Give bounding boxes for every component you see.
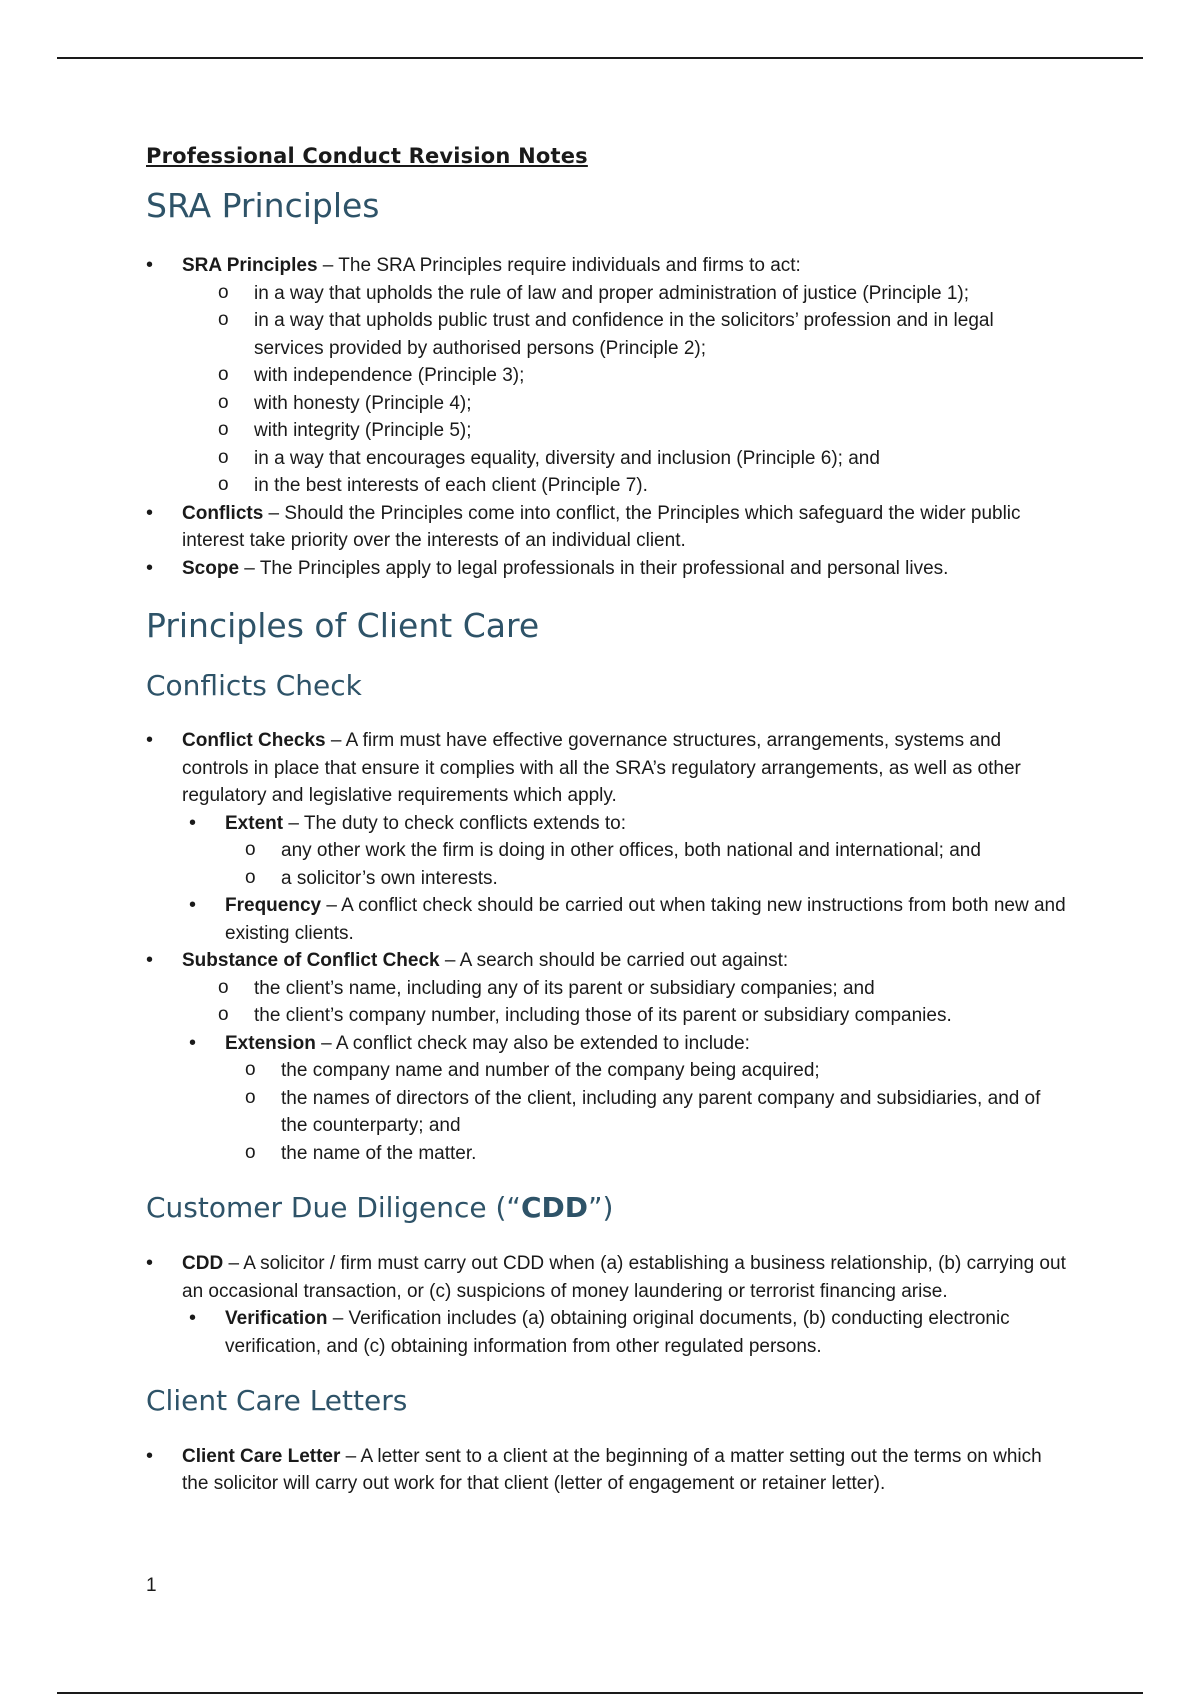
list-item [146,500,1066,555]
list-item [146,252,1066,500]
list-item: o the company name and number of the company being acquired; [245,1057,1066,1085]
list-item [146,1443,1066,1498]
footer-rule [57,1692,1143,1694]
list-item: o the names of directors of the client, including any parent company and subsidiaries, and of the counterparty; and [245,1085,1066,1140]
list-item: o the client’s name, including any of its parent or subsidiary companies; and [218,975,1066,1003]
term-client-care-letter: Client Care Letter [182,1445,341,1467]
heading-client-care: Principles of Client Care [146,606,540,646]
list-item: o in a way that encourages equality, diversity and inclusion (Principle 6); and [218,445,1066,473]
document-body [146,140,1066,1498]
extension-items-sublist [245,1057,1066,1167]
heading-cdd-post: ”) [587,1191,614,1225]
list-item: o a solicitor’s own interests. [245,865,1066,893]
term-conflict-checks: Conflict Checks [182,730,326,752]
list-item [189,1030,1066,1168]
heading-cdd [146,1193,1066,1224]
item-text: – The duty to check conflicts extends to: [283,812,626,834]
list-item [189,1305,1066,1360]
header-rule [57,57,1143,59]
list-item: o with independence (Principle 3); [218,362,1066,390]
cdd-list [146,1250,1066,1360]
term-extension: Extension [225,1032,316,1054]
list-item [146,555,1066,583]
list-item: o in the best interests of each client (Principle 7). [218,472,1066,500]
heading-client-care-letters: Client Care Letters [146,1384,408,1418]
cdd-sublist [189,1305,1066,1360]
list-item [189,892,1066,947]
heading-sra-principles: SRA Principles [146,186,380,225]
list-item: o any other work the firm is doing in other offices, both national and international; and [245,837,1066,865]
term-conflicts: Conflicts [182,502,264,524]
item-text: – A letter sent to a client at the beginning of a matter setting out the terms on which the solicitor will carry out work for that client (letter of engagement or retainer letter). [182,1445,1042,1495]
item-text: – A conflict check may also be extended to include: [315,1032,750,1054]
item-text: – A solicitor / firm must carry out CDD when (a) establishing a business relationship, (b) carrying out an occasional transaction, or (c) suspicions of money laundering or terrorist financing arise. [182,1253,1066,1302]
page-number: 1 [146,1575,157,1596]
heading-conflicts-check: Conflicts Check [146,668,362,702]
substance-sublist [218,975,1066,1030]
list-item: o the name of the matter. [245,1140,1066,1168]
item-text: – Verification includes (a) obtaining original documents, (b) conducting electronic verification, and (c) obtaining information from other regulated persons. [225,1308,1010,1357]
item-text: – A search should be carried out against: [439,950,789,972]
list-item: o in a way that upholds public trust and confidence in the solicitors’ profession and in legal services provided by authorised persons (Principle 2); [218,307,1066,362]
list-item: o with honesty (Principle 4); [218,390,1066,418]
term-extent: Extent [225,812,284,834]
principles-sublist [218,280,1066,500]
term-frequency: Frequency [225,895,322,917]
list-item: o with integrity (Principle 5); [218,417,1066,445]
item-text: – The SRA Principles require individuals and firms to act: [317,255,801,277]
term-sra-principles: SRA Principles [182,255,318,277]
term-verification: Verification [225,1308,328,1330]
heading-cdd-pre: Customer Due Diligence (“ [146,1191,521,1225]
item-text: – Should the Principles come into conflict, the Principles which safeguard the wider public interest take priority over the interests of an individual client. [182,502,1021,552]
term-substance: Substance of Conflict Check [182,950,440,972]
conflict-checks-sublist [189,810,1066,948]
list-item [146,947,1066,1167]
list-item [146,1250,1066,1360]
list-item: o in a way that upholds the rule of law and proper administration of justice (Principle 1); [218,280,1066,308]
term-cdd: CDD [182,1253,224,1275]
item-text: – The Principles apply to legal professionals in their professional and personal lives. [239,557,949,579]
document-title: Professional Conduct Revision Notes [146,144,588,168]
list-item: o the client’s company number, including those of its parent or subsidiary companies. [218,1002,1066,1030]
list-item [189,810,1066,893]
conflicts-list [146,727,1066,1167]
term-scope: Scope [182,557,240,579]
heading-cdd-bold: CDD [520,1191,588,1225]
item-text: – A firm must have effective governance structures, arrangements, systems and controls in place that ensure it complies with all the SRA’s regulatory arrangements, as well as other regulatory and legislative requirements which apply. [182,730,1021,807]
sra-principles-list [146,252,1066,582]
item-text: – A conflict check should be carried out when taking new instructions from both new and existing clients. [225,895,1066,944]
extension-sublist [189,1030,1066,1168]
ccl-list [146,1443,1066,1498]
extent-sublist [245,837,1066,892]
list-item [146,727,1066,947]
